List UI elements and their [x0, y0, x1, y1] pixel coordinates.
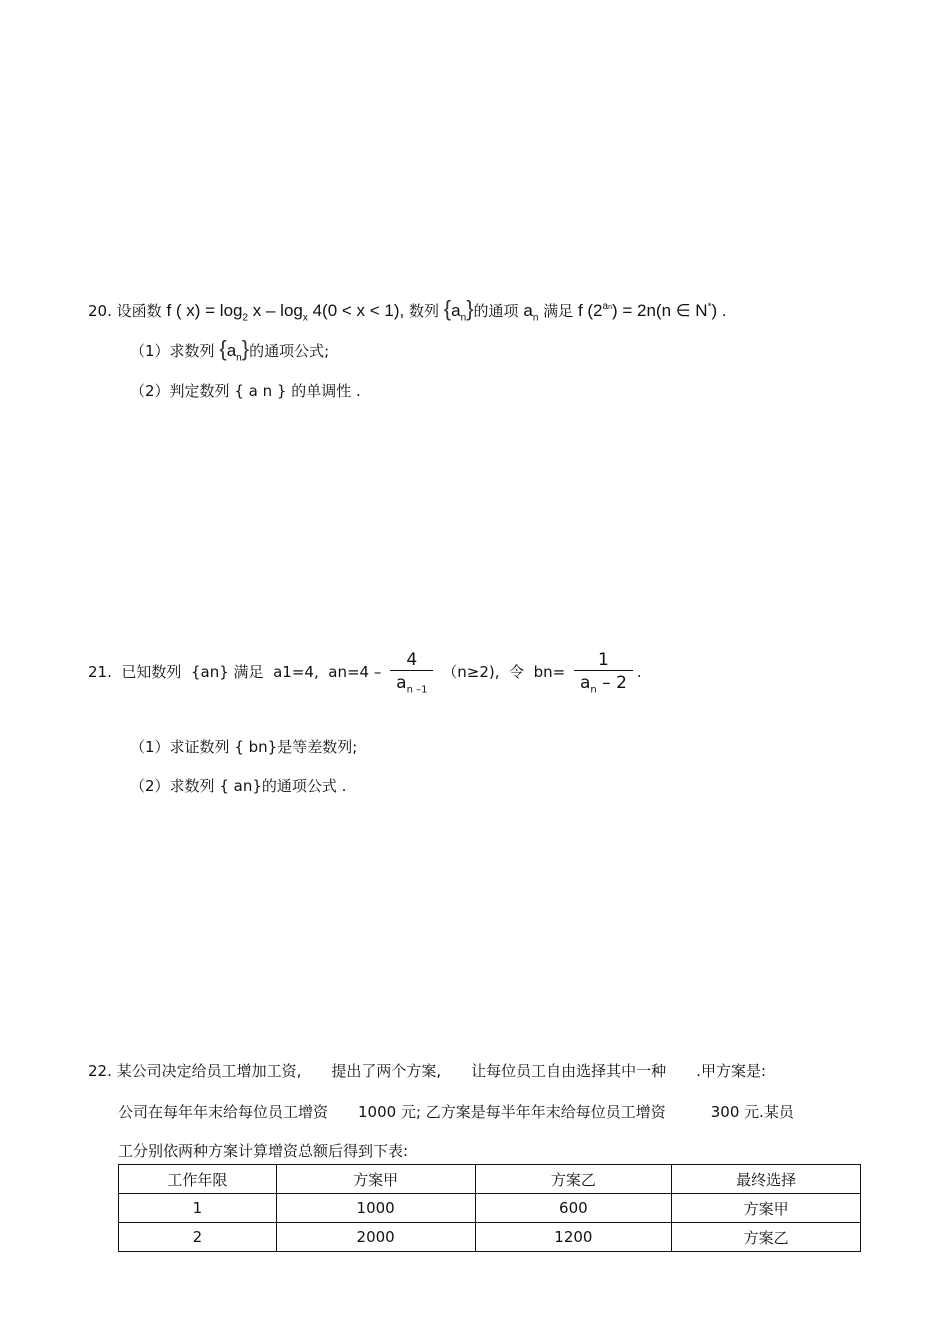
- q21-let: 令: [509, 663, 525, 682]
- table-cell: 1200: [475, 1223, 672, 1252]
- table-header: 工作年限: [119, 1165, 277, 1194]
- q21-satisfy: 满足: [233, 663, 264, 682]
- q21-part1: （1）求证数列 { bn}是等差数列;: [130, 738, 358, 756]
- table-cell: 1000: [276, 1194, 475, 1223]
- q20-function: f ( $x) = \log_2 x - \log_x 4(0 < x < 1)$,: [166, 301, 405, 324]
- table-header: 最终选择: [672, 1165, 861, 1194]
- q22-number: 22.: [88, 1062, 112, 1080]
- q22-line3: 工分别依两种方案计算增资总额后得到下表:: [118, 1142, 409, 1160]
- q20-seq-word: 数列: [409, 302, 440, 320]
- table-cell: 2: [119, 1223, 277, 1252]
- q20-stem: [88, 296, 727, 323]
- q22-line1: 22. 某公司决定给员工增加工资, 提出了两个方案, 让每位员工自由选择其中一种 .甲方案是:: [88, 1062, 767, 1080]
- table-cell: 2000: [276, 1223, 475, 1252]
- q20-condition: f $(2^{an}) = 2n(n$ ∈ N*) .: [577, 301, 727, 320]
- q21-bn-eq: bn=: [533, 663, 566, 682]
- table-row: [119, 1194, 861, 1223]
- table-cell: 1: [119, 1194, 277, 1223]
- q20-part2-seq: { a n }: [234, 382, 287, 400]
- table-cell: 方案甲: [672, 1194, 861, 1223]
- q22-line2: 公司在每年年末给每位员工增资 1000 元; 乙方案是每半年年末给每位员工增资 300 元.某员: [118, 1103, 794, 1121]
- q20-general-term: 的通项: [473, 302, 519, 320]
- table-header: 方案甲: [276, 1165, 475, 1194]
- table-header-row: [119, 1165, 861, 1194]
- q20-an: $a_n$: [523, 301, 539, 324]
- q21-stem: 21. 已知数列 {an} 满足 a1=4, an=4 – $\frac{4}{a_{n -1}}$ （n≥2), 令 bn= $\frac{1}{a_n - 2}$ .: [88, 650, 642, 696]
- q20-satisfy: 满足: [543, 302, 574, 320]
- q21-intro: 已知数列: [121, 663, 182, 682]
- table-cell: 方案乙: [672, 1223, 861, 1252]
- q20-part1-seq: $\{a_n\}$: [219, 336, 250, 364]
- q21-part2: （2）求数列 { an}的通项公式 .: [130, 777, 347, 795]
- table-cell: 600: [475, 1194, 672, 1223]
- q20-part2: （2）判定数列 { a n } 的单调性 .: [130, 382, 361, 400]
- q21-part1-seq: { bn}: [234, 738, 278, 756]
- salary-table: [118, 1164, 861, 1252]
- table-header: 方案乙: [475, 1165, 672, 1194]
- q20-intro: 设函数: [116, 302, 162, 320]
- q20-part1: （1）求数列 $\{a_n\}$的通项公式;: [130, 336, 330, 364]
- q21-fraction-2: $\frac{1}{a_n - 2}$: [574, 650, 633, 695]
- q21-part2-seq: { an}: [219, 777, 262, 795]
- q20-seq-symbol: $\{a_n\}$: [443, 296, 474, 324]
- q21-number: 21.: [88, 663, 112, 682]
- q21-a1: a1=4,: [273, 663, 319, 682]
- q21-seq: {an}: [190, 663, 229, 682]
- q21-an-eq: an=4 –: [328, 663, 382, 682]
- q20-number: 20.: [88, 302, 112, 320]
- table-row: [119, 1223, 861, 1252]
- q21-cond: （n≥2),: [442, 663, 500, 682]
- q21-fraction-1: $\frac{4}{a_{n -1}}$: [390, 650, 433, 695]
